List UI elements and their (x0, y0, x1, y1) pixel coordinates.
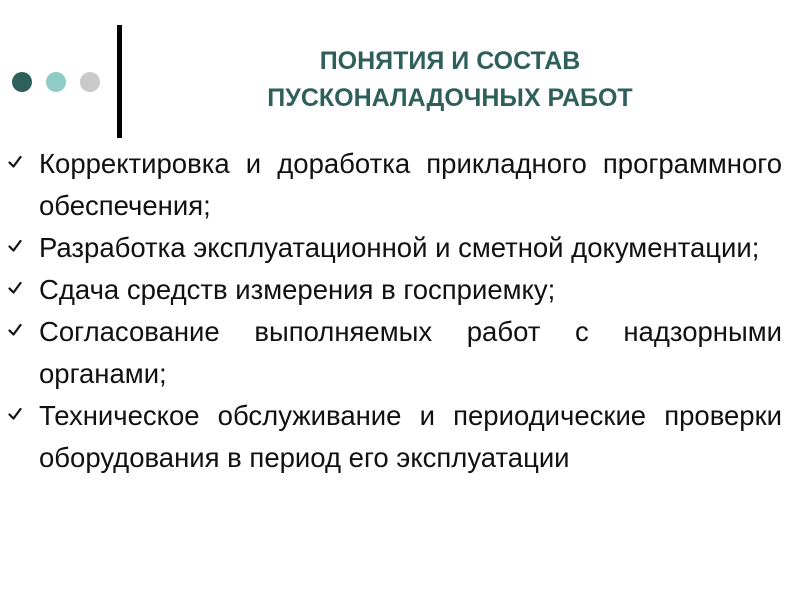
bullet-text: Техническое обслуживание и периодические проверки оборудования в период его эксплуатации (39, 400, 782, 473)
bullet-item (8, 143, 782, 227)
checkmark-icon (8, 281, 22, 295)
decor-dot-light (46, 72, 66, 92)
bullet-text: Корректировка и доработка прикладного программного обеспечения; (39, 148, 782, 221)
bullet-item (8, 269, 782, 311)
bullet-text: Разработка эксплуатационной и сметной документации; (39, 232, 760, 263)
decor-dot-dark (12, 72, 32, 92)
bullet-text: Согласование выполняемых работ с надзорными органами; (39, 316, 782, 389)
bullet-list (8, 143, 782, 479)
checkmark-icon (8, 407, 22, 421)
bullet-item (8, 227, 782, 269)
checkmark-icon (8, 155, 22, 169)
slide-title-line-2: ПУСКОНАЛАДОЧНЫХ РАБОТ (267, 84, 633, 112)
title-divider-bar (117, 25, 122, 138)
checkmark-icon (8, 239, 22, 253)
bullet-item (8, 311, 782, 395)
bullet-item (8, 395, 782, 479)
checkmark-icon (8, 323, 22, 337)
slide-title-line-1: ПОНЯТИЯ И СОСТАВ (319, 47, 581, 75)
slide-title (150, 43, 750, 117)
bullet-text: Сдача средств измерения в госприемку; (39, 274, 556, 305)
decor-dot-gray (80, 72, 100, 92)
